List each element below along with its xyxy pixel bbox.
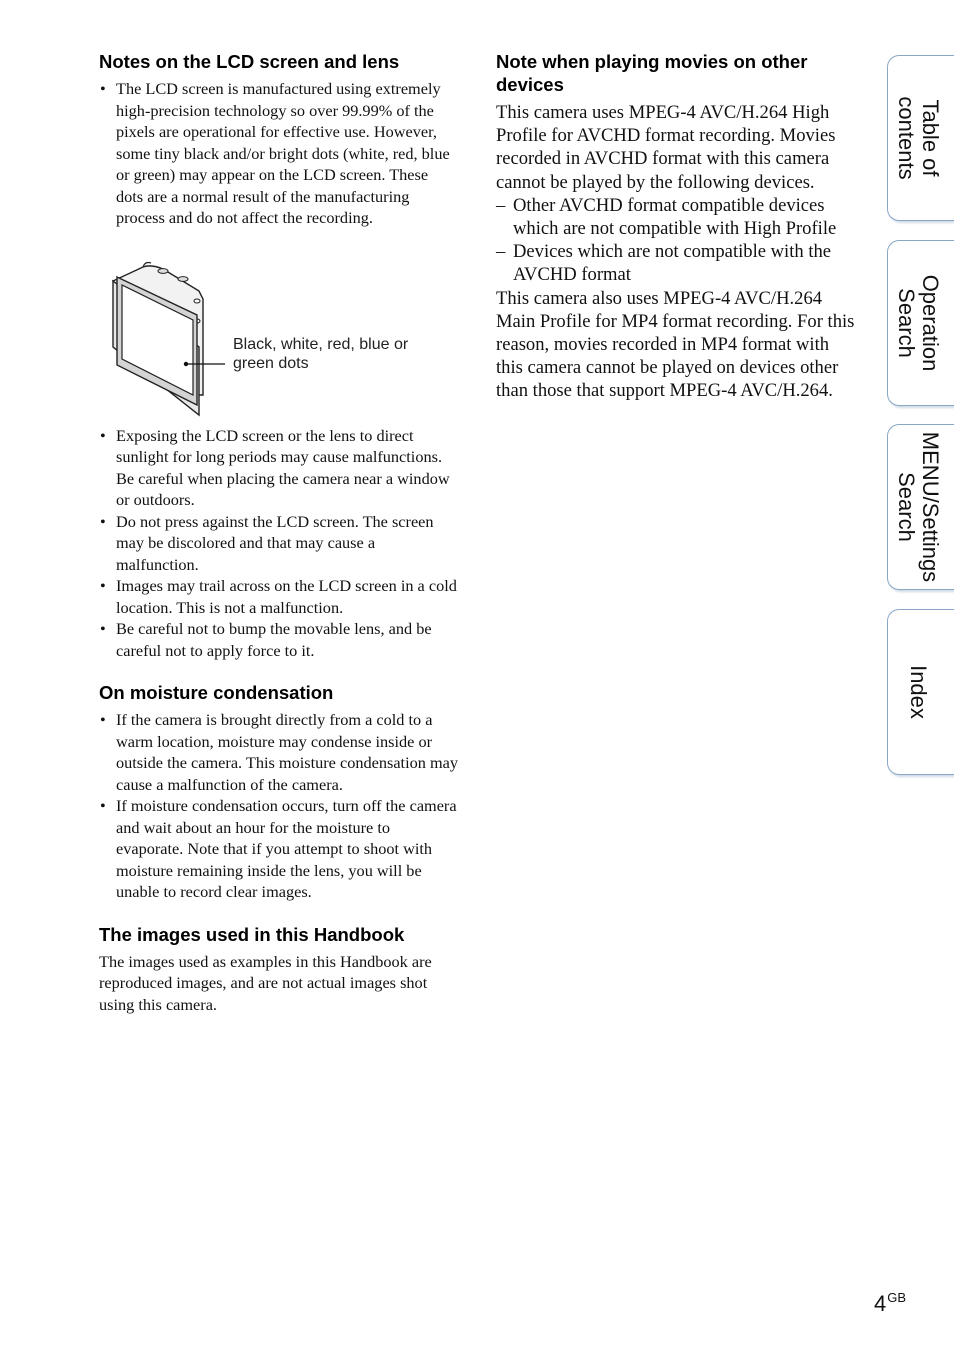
playback-note-heading: Note when playing movies on other devices [496, 51, 808, 95]
moisture-section [99, 681, 459, 903]
tab-index[interactable] [887, 609, 954, 775]
camera-illustration [111, 247, 311, 417]
page-number-value: 4 [874, 1291, 887, 1316]
right-column [496, 50, 858, 403]
page-number-suffix: GB [887, 1290, 907, 1305]
list-item: • If moisture condensation occurs, turn off the camera and wait about an hour for the moisture to evaporate. Note that if you attempt to shoot with moisture remaining inside the lens, you will be unable to record clear images. [99, 795, 459, 903]
list-item: • If the camera is brought directly from a cold to a warm location, moisture may condense inside or outside the camera. This moisture condensation may cause a malfunction of the camera. [99, 709, 459, 795]
tab-menu-settings-search[interactable] [887, 424, 954, 590]
tab-table-of-contents[interactable] [887, 55, 954, 221]
tab-label: Operation Search [894, 274, 943, 372]
left-column [99, 50, 459, 1015]
list-item: – Devices which are not compatible with the AVCHD format [496, 240, 858, 286]
incompatible-devices-list [496, 194, 858, 287]
camera-lcd-figure [99, 247, 459, 417]
lcd-notes-section [99, 50, 459, 661]
moisture-list [99, 709, 459, 903]
list-item: – Other AVCHD format compatible devices which are not compatible with High Profile [496, 194, 858, 240]
figure-label: Black, white, red, blue or green dots [233, 335, 409, 372]
list-item: • Do not press against the LCD screen. The screen may be discolored and that may cause a malfunction. [99, 511, 459, 576]
playback-note-section [496, 50, 858, 403]
list-item: • Images may trail across on the LCD screen in a cold location. This is not a malfunction. [99, 575, 459, 618]
lcd-notes-list [99, 78, 459, 229]
list-item: • Be careful not to bump the movable lens, and be careful not to apply force to it. [99, 618, 459, 661]
tab-label: Table of contents [894, 96, 943, 180]
list-item: • The LCD screen is manufactured using extremely high-precision technology so over 99.99% of the pixels are operational for effective use. However, some tiny black and/or bright dots (white, red, blue or green) may appear on the LCD screen. These dots are a normal result of the manufacturing process and do not affect the recording. [99, 78, 459, 229]
tab-label: MENU/Settings Search [894, 431, 943, 583]
moisture-heading: On moisture condensation [99, 682, 334, 703]
playback-paragraph-1: This camera uses MPEG-4 AVC/H.264 High Profile for AVCHD format recording. Movies recorded in AVCHD format with this camera cannot be played by the following devices. [496, 102, 836, 193]
list-item: • Exposing the LCD screen or the lens to direct sunlight for long periods may cause malfunctions. Be careful when placing the camera near a window or outdoors. [99, 425, 459, 511]
handbook-images-section [99, 923, 459, 1016]
tab-label: Index [906, 665, 931, 719]
handbook-images-heading: The images used in this Handbook [99, 923, 405, 945]
tab-operation-search[interactable] [887, 240, 954, 406]
page-number [874, 1290, 906, 1317]
lcd-notes-list-2 [99, 425, 459, 662]
playback-paragraph-2: This camera also uses MPEG-4 AVC/H.264 Main Profile for MP4 format recording. For this reason, movies recorded in MP4 format with this camera cannot be played on devices other than those that support MPEG-4 AVC/H.264. [496, 287, 855, 402]
handbook-images-text: The images used as examples in this Handbook are reproduced images, and are not actual images shot using this camera. [99, 951, 432, 1014]
lcd-notes-heading: Notes on the LCD screen and lens [99, 51, 400, 72]
